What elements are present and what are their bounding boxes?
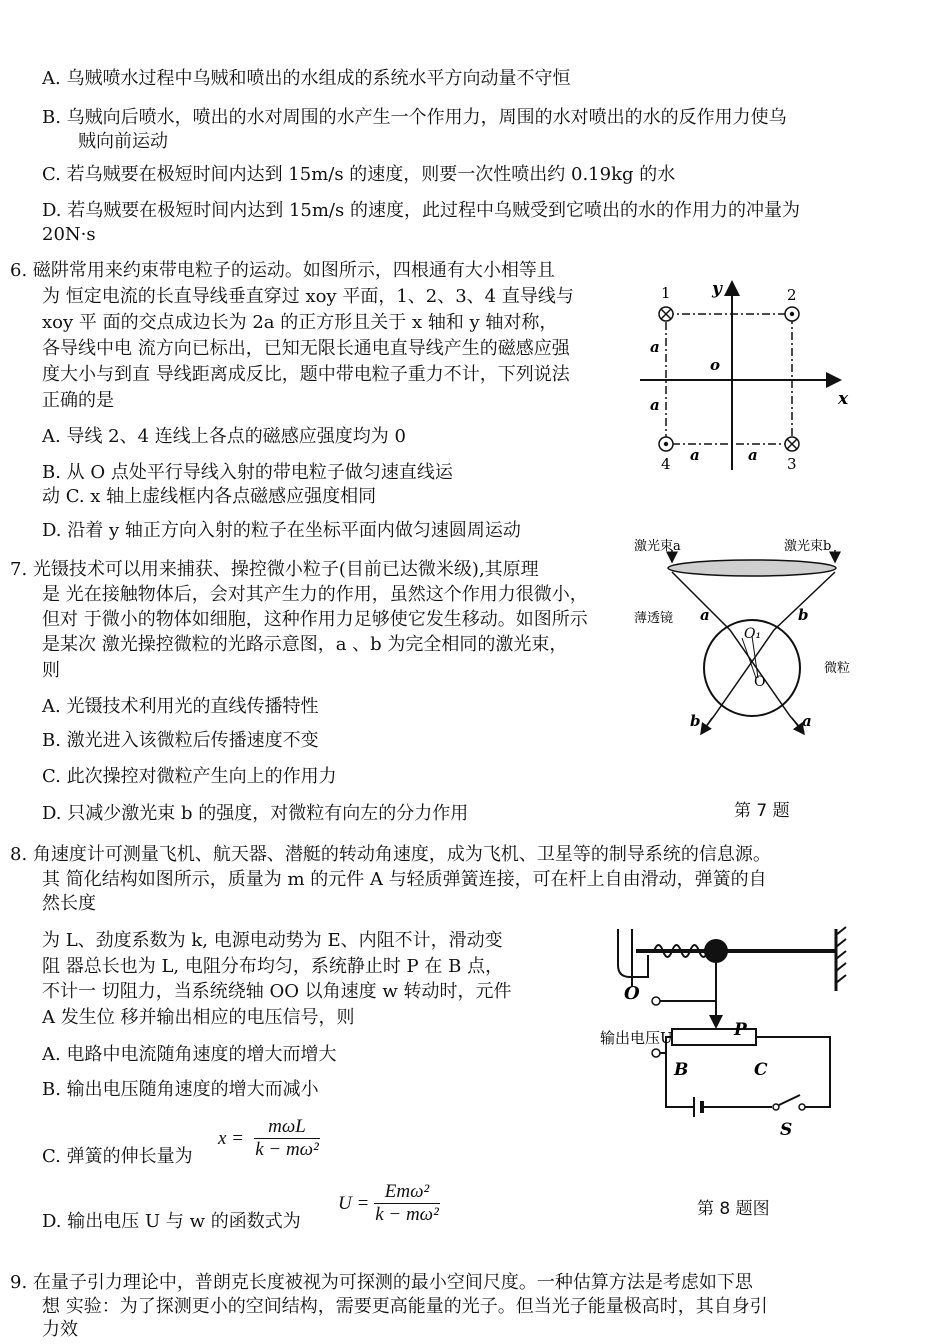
label-4: 4 bbox=[661, 455, 671, 473]
q7-stem-line2: 是 光在接触物体后，会对其产生力的作用，虽然这个作用力很微小， bbox=[42, 584, 588, 605]
q7-stem-line5: 则 bbox=[42, 660, 60, 681]
x-label: x bbox=[838, 389, 849, 409]
label-output-voltage: 输出电压U bbox=[600, 1029, 673, 1047]
y-label: y bbox=[712, 279, 722, 299]
a-label-bottom-right: a bbox=[748, 446, 758, 464]
spring bbox=[654, 945, 708, 957]
formula-c-denominator: k − mω² bbox=[255, 1139, 319, 1160]
wire-4-out-of-page-icon bbox=[659, 437, 673, 451]
q6-stem-line3: xoy 平 面的交点成边长为 2a 的正方形且关于 x 轴和 y 轴对称， bbox=[42, 312, 558, 333]
q8-figure-caption: 第 8 题图 bbox=[697, 1199, 770, 1219]
label-o: O bbox=[624, 983, 640, 1004]
q6-option-d: D. 沿着 y 轴正方向入射的粒子在坐标平面内做匀速圆周运动 bbox=[42, 520, 521, 541]
a-label-left-top: a bbox=[650, 338, 660, 356]
q8-stem-line5: 阻 器总长也为 L, 电阻分布均匀，系统静止时 P 在 B 点， bbox=[42, 956, 504, 977]
q7-stem-line4: 是某次 激光操控微粒的光路示意图，a 、b 为完全相同的激光束， bbox=[42, 634, 568, 655]
output-terminal-bottom bbox=[652, 1049, 660, 1057]
label-a-top: a bbox=[700, 606, 710, 624]
q7-option-d: D. 只减少激光束 b 的强度，对微粒有向左的分力作用 bbox=[42, 803, 469, 824]
q9-stem-line2: 想 实验：为了探测更小的空间结构，需要更高能量的光子。但当光子能量极高时，其自身引 bbox=[42, 1296, 768, 1317]
label-o1: O₁ bbox=[744, 626, 762, 642]
label-b-bottom: b bbox=[690, 712, 701, 730]
formula-d-numerator: Emω² bbox=[374, 1181, 440, 1204]
q6-option-b: B. 从 O 点处平行导线入射的带电粒子做匀速直线运 bbox=[42, 462, 453, 483]
label-lens: 薄透镜 bbox=[634, 611, 674, 626]
q8-angular-velocity-meter-figure bbox=[596, 925, 854, 1137]
a-label-left-bottom: a bbox=[650, 396, 660, 414]
q7-stem-line1: 7. 光镊技术可以用来捕获、操控微小粒子(目前已达微米级),其原理 bbox=[10, 559, 539, 580]
q8-stem-line6: 不计一 切阻力，当系统绕轴 OO 以角速度 w 转动时，元件 bbox=[42, 981, 512, 1002]
q5-option-d-line1: D. 若乌贼要在极短时间内达到 15m/s 的速度，此过程中乌贼受到它喷出的水的作用力的冲量为 bbox=[42, 200, 800, 221]
q5-option-b-line2: 贼向前运动 bbox=[78, 131, 168, 152]
q8-stem-line3: 然长度 bbox=[42, 893, 96, 914]
formula-c-numerator: mωL bbox=[254, 1116, 320, 1139]
wire-2-out-of-page-icon bbox=[785, 307, 799, 321]
label-o: O bbox=[754, 674, 766, 690]
q6-stem-line2: 为 恒定电流的长直导线垂直穿过 xoy 平面，1、2、3、4 直导线与 bbox=[42, 286, 574, 307]
q6-stem-line5: 度大小与到直 导线距离成反比，题中带电粒子重力不计，下列说法 bbox=[42, 364, 570, 385]
q8-option-d: D. 输出电压 U 与 w 的函数式为 bbox=[42, 1211, 301, 1232]
q7-option-c: C. 此次操控对微粒产生向上的作用力 bbox=[42, 766, 337, 787]
a-label-bottom-left: a bbox=[690, 446, 700, 464]
formula-d-denominator: k − mω² bbox=[375, 1204, 439, 1225]
q8-stem-line7: A 发生位 移并输出相应的电压信号，则 bbox=[42, 1007, 355, 1028]
q5-option-d-line2: 20N·s bbox=[42, 224, 96, 245]
label-beam-a: 激光束a bbox=[634, 539, 681, 554]
label-particle: 微粒 bbox=[824, 661, 851, 676]
q6-magnetic-trap-figure bbox=[630, 270, 860, 480]
thin-lens bbox=[668, 560, 836, 576]
ray-a bbox=[672, 572, 804, 732]
formula-c-lhs: x = bbox=[218, 1128, 245, 1149]
q5-option-c: C. 若乌贼要在极短时间内达到 15m/s 的速度，则要一次性喷出约 0.19kg 的水 bbox=[42, 164, 676, 185]
q9-stem-line3: 力效 bbox=[42, 1319, 78, 1340]
q7-figure-caption: 第 7 题 bbox=[734, 801, 790, 821]
q7-option-b: B. 激光进入该微粒后传播速度不变 bbox=[42, 730, 319, 751]
label-2: 2 bbox=[787, 286, 797, 304]
q7-stem-line3: 但对 于微小的物体如细胞，这种作用力足够使它发生移动。如图所示 bbox=[42, 609, 588, 630]
q5-option-b-line1: B. 乌贼向后喷水，喷出的水对周围的水产生一个作用力，周围的水对喷出的水的反作用力使乌 bbox=[42, 107, 787, 128]
output-terminal-top bbox=[652, 997, 660, 1005]
label-b: B bbox=[674, 1060, 689, 1080]
label-a-bottom: a bbox=[802, 712, 812, 730]
switch-s bbox=[779, 1095, 800, 1105]
wire-1-into-page-icon bbox=[659, 307, 673, 321]
label-c: C bbox=[754, 1060, 768, 1080]
q8-option-c: C. 弹簧的伸长量为 bbox=[42, 1146, 193, 1167]
slider-contact-p bbox=[709, 1015, 723, 1029]
label-b-top: b bbox=[798, 606, 809, 624]
q6-option-b-c: 动 C. x 轴上虚线框内各点磁感应强度相同 bbox=[42, 486, 377, 507]
q8-option-a: A. 电路中电流随角速度的增大而增大 bbox=[42, 1044, 337, 1065]
label-beam-b: 激光束b bbox=[784, 539, 832, 554]
mass-a bbox=[704, 939, 728, 963]
q8-stem-line1: 8. 角速度计可测量飞机、航天器、潜艇的转动角速度，成为飞机、卫星等的制导系统的信息源。 bbox=[10, 844, 771, 865]
q6-stem-line1: 6. 磁阱常用来约束带电粒子的运动。如图所示，四根通有大小相等且 bbox=[10, 260, 555, 281]
q9-stem-line1: 9. 在量子引力理论中，普朗克长度被视为可探测的最小空间尺度。一种估算方法是考虑如下思 bbox=[10, 1272, 753, 1293]
wire-3-into-page-icon bbox=[785, 437, 799, 451]
label-3: 3 bbox=[787, 455, 797, 473]
q5-option-a: A. 乌贼喷水过程中乌贼和喷出的水组成的系统水平方向动量不守恒 bbox=[42, 68, 571, 89]
label-s: S bbox=[780, 1120, 793, 1137]
label-p: P bbox=[734, 1020, 747, 1040]
q6-stem-line6: 正确的是 bbox=[42, 390, 114, 411]
origin-label: o bbox=[710, 356, 721, 374]
q7-optical-tweezers-figure bbox=[632, 538, 867, 743]
q6-option-a: A. 导线 2、4 连线上各点的磁感应强度均为 0 bbox=[42, 426, 406, 447]
label-1: 1 bbox=[661, 284, 671, 302]
q8-stem-line4: 为 L、劲度系数为 k, 电源电动势为 E、内阻不计，滑动变 bbox=[42, 930, 503, 951]
q8-option-b: B. 输出电压随角速度的增大而减小 bbox=[42, 1079, 319, 1100]
ray-b bbox=[702, 572, 835, 732]
formula-d-lhs: U = bbox=[338, 1193, 370, 1214]
q8-stem-line2: 其 简化结构如图所示，质量为 m 的元件 A 与轻质弹簧连接，可在杆上自由滑动，弹簧的自 bbox=[42, 869, 767, 890]
q7-option-a: A. 光镊技术利用光的直线传播特性 bbox=[42, 696, 319, 717]
q6-stem-line4: 各导线中电 流方向已标出，已知无限长通电直导线产生的磁感应强 bbox=[42, 338, 570, 359]
